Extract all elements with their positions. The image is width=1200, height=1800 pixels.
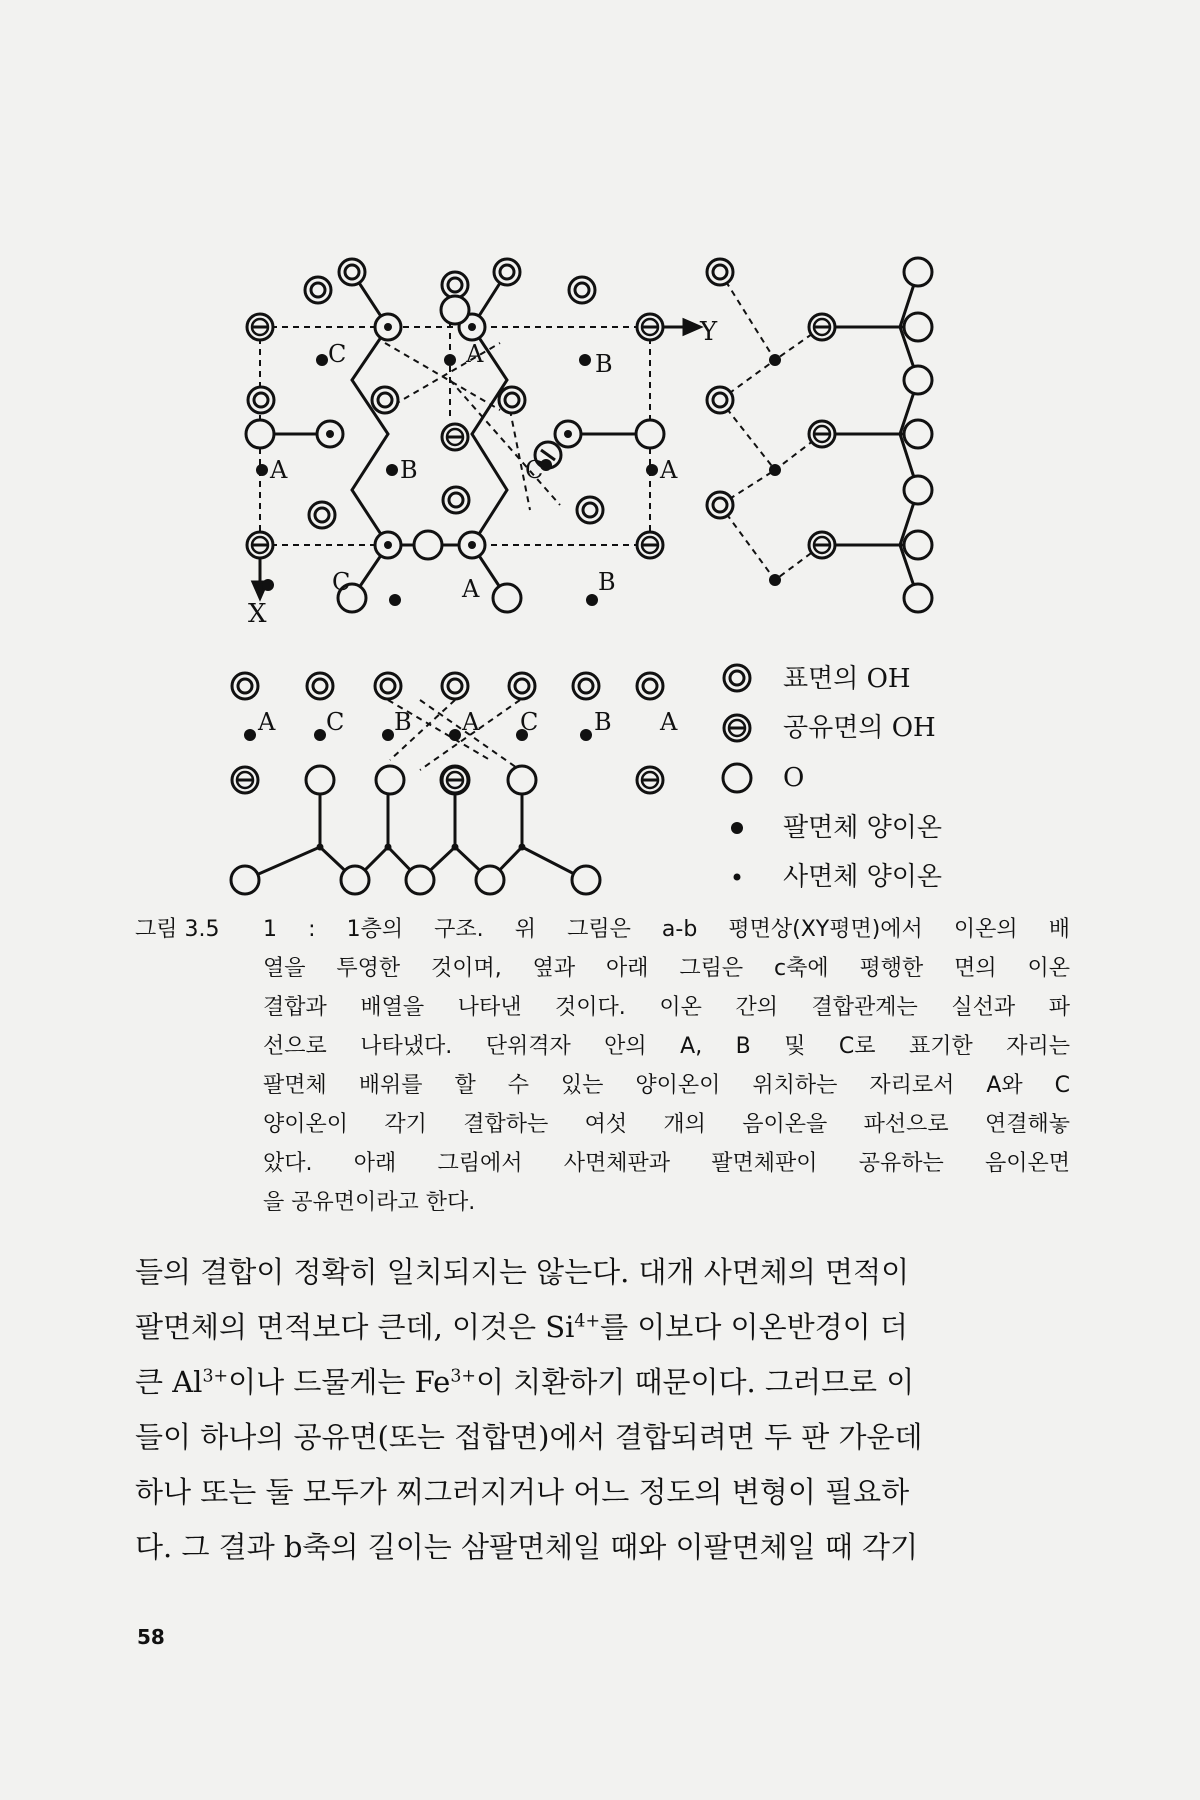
- double-circle-icon: [375, 673, 401, 699]
- open-circle-icon: [904, 420, 932, 448]
- site-label-B: B: [400, 456, 418, 484]
- open-circle-icon: [904, 531, 932, 559]
- body-paragraph: [135, 1245, 1070, 1575]
- site-label-A: A: [660, 708, 678, 736]
- page-number: 58: [137, 1625, 165, 1649]
- site-label-C: C: [328, 340, 347, 368]
- double-circle-icon: [232, 673, 258, 699]
- large-dot-icon: [580, 729, 592, 741]
- double-circle-icon: [509, 673, 535, 699]
- large-dot-icon: [646, 464, 658, 476]
- caption-line: 았다. 아래 그림에서 사면체판과 팔면체판이 공유하는 음이온면: [263, 1151, 1070, 1176]
- site-label-A: A: [466, 340, 484, 368]
- circle-dot-icon: [555, 421, 581, 447]
- double-circle-icon: [569, 277, 595, 303]
- large-dot-icon: [382, 729, 394, 741]
- large-dot-icon: [262, 579, 274, 591]
- site-label-C: C: [525, 456, 544, 484]
- site-label-C: C: [326, 708, 345, 736]
- open-circle-icon: [231, 866, 259, 894]
- caption-line: 선으로 나타냈다. 단위격자 안의 A, B 및 C로 표기한 자리는: [263, 1034, 1070, 1059]
- large-dot-icon: [386, 464, 398, 476]
- circle-minus-icon: [442, 424, 468, 450]
- large-dot-icon: [579, 354, 591, 366]
- small-dot-icon: [452, 844, 459, 851]
- superscript: 4+: [574, 1311, 601, 1332]
- large-dot-icon: [769, 354, 781, 366]
- caption-label: 그림 3.5: [135, 917, 220, 942]
- open-circle-icon: [904, 476, 932, 504]
- open-circle-icon: [414, 531, 442, 559]
- open-circle-icon: [572, 866, 600, 894]
- double-circle-icon: [339, 259, 365, 285]
- caption-line: 양이온이 각기 결합하는 여섯 개의 음이온을 파선으로 연결해놓: [263, 1112, 1070, 1137]
- open-circle-icon: [493, 584, 521, 612]
- site-label-B: B: [594, 708, 612, 736]
- large-dot-icon: [444, 354, 456, 366]
- site-label-A: A: [660, 456, 678, 484]
- caption-line: 열을 투영한 것이며, 옆과 아래 그림은 c축에 평행한 면의 이온: [263, 956, 1070, 981]
- caption-line: 1 : 1층의 구조. 위 그림은 a-b 평면상(XY평면)에서 이온의 배: [263, 917, 1070, 942]
- axis-arrow: [684, 320, 700, 334]
- double-circle-icon: [372, 387, 398, 413]
- caption-line: 결합과 배열을 나타낸 것이다. 이온 간의 결합관계는 실선과 파: [263, 995, 1070, 1020]
- open-circle-icon: [341, 866, 369, 894]
- circle-minus-icon: [809, 314, 835, 340]
- open-circle-icon: [508, 766, 536, 794]
- body-text-run: 팔면체의 면적보다 큰데, 이것은 Si: [135, 1310, 575, 1344]
- caption-line: 을 공유면이라고 한다.: [263, 1190, 476, 1215]
- circle-minus-icon: [809, 421, 835, 447]
- large-dot-icon: [769, 574, 781, 586]
- dashed-line: [720, 272, 822, 360]
- circle-minus-icon: [247, 314, 273, 340]
- caption-line: 팔면체 배위를 할 수 있는 양이온이 위치하는 자리로서 A와 C: [263, 1073, 1070, 1098]
- large-dot-icon: [316, 354, 328, 366]
- small-dot-icon: [317, 844, 324, 851]
- double-circle-icon: [307, 673, 333, 699]
- site-label-A: A: [270, 456, 288, 484]
- caption-body: [263, 910, 1070, 1222]
- double-circle-icon: [724, 665, 750, 691]
- site-label-C: C: [332, 568, 351, 596]
- open-circle-icon: [376, 766, 404, 794]
- double-circle-icon: [442, 673, 468, 699]
- small-dot-icon: [385, 844, 392, 851]
- double-circle-icon: [573, 673, 599, 699]
- circle-minus-icon: [232, 767, 258, 793]
- body-line: [135, 1300, 1070, 1355]
- body-text-run: 큰 Al: [135, 1365, 203, 1399]
- open-circle-icon: [904, 584, 932, 612]
- circle-minus-icon: [637, 767, 663, 793]
- small-dot-icon: [519, 844, 526, 851]
- site-label-A: A: [462, 708, 480, 736]
- open-circle-icon: [246, 420, 274, 448]
- site-label-B: B: [394, 708, 412, 736]
- large-dot-icon: [244, 729, 256, 741]
- body-line: 하나 또는 둘 모두가 찌그러지거나 어느 정도의 변형이 필요하: [135, 1475, 910, 1509]
- double-circle-icon: [499, 387, 525, 413]
- circle-minus-icon: [442, 767, 468, 793]
- double-circle-icon: [637, 673, 663, 699]
- dashed-line: [720, 400, 822, 470]
- site-label-C: C: [520, 708, 539, 736]
- legend-label-oxygen: O: [783, 763, 805, 793]
- double-circle-icon: [309, 502, 335, 528]
- body-line: [135, 1355, 1070, 1410]
- circle-dot-icon: [317, 421, 343, 447]
- body-line: 들이 하나의 공유면(또는 접합면)에서 결합되려면 두 판 가운데: [135, 1420, 923, 1454]
- site-label-A: A: [258, 708, 276, 736]
- double-circle-icon: [443, 487, 469, 513]
- site-label-B: B: [595, 350, 613, 378]
- large-dot-icon: [314, 729, 326, 741]
- double-circle-icon: [707, 387, 733, 413]
- circle-dot-icon: [375, 532, 401, 558]
- superscript: 3+: [202, 1366, 229, 1387]
- axis-y-label: Y: [700, 317, 718, 347]
- open-circle-icon: [904, 258, 932, 286]
- circle-minus-icon: [637, 314, 663, 340]
- site-label-A: A: [462, 575, 480, 603]
- open-circle-icon: [441, 296, 469, 324]
- open-circle-icon: [406, 866, 434, 894]
- circle-dot-icon: [375, 314, 401, 340]
- double-circle-icon: [707, 492, 733, 518]
- dashed-line: [720, 505, 822, 580]
- double-circle-icon: [305, 277, 331, 303]
- circle-minus-icon: [809, 532, 835, 558]
- body-text-run: 를 이보다 이온반경이 더: [600, 1310, 908, 1344]
- legend-label-tetrahedral-cation: 사면체 양이온: [783, 862, 942, 892]
- open-circle-icon: [904, 313, 932, 341]
- open-circle-icon: [723, 764, 751, 792]
- figure-caption: [135, 910, 1070, 1222]
- large-dot-icon: [769, 464, 781, 476]
- superscript: 3+: [450, 1366, 476, 1387]
- circle-minus-icon: [637, 532, 663, 558]
- body-text-run: 이 치환하기 때문이다. 그러므로 이: [475, 1365, 915, 1399]
- legend-label-surface-oh: 표면의 OH: [783, 664, 911, 694]
- double-circle-icon: [442, 272, 468, 298]
- open-circle-icon: [636, 420, 664, 448]
- circle-minus-icon: [724, 715, 750, 741]
- small-dot-icon: [734, 874, 741, 881]
- double-circle-icon: [577, 497, 603, 523]
- large-dot-icon: [731, 822, 743, 834]
- open-circle-icon: [904, 366, 932, 394]
- double-circle-icon: [707, 259, 733, 285]
- body-text-run: 이나 드물게는 Fe: [228, 1365, 451, 1399]
- legend-label-shared-oh: 공유면의 OH: [783, 713, 936, 743]
- large-dot-icon: [256, 464, 268, 476]
- site-label-B: B: [598, 568, 616, 596]
- large-dot-icon: [449, 729, 461, 741]
- double-circle-icon: [248, 387, 274, 413]
- large-dot-icon: [586, 594, 598, 606]
- circle-dot-icon: [459, 532, 485, 558]
- double-circle-icon: [494, 259, 520, 285]
- large-dot-icon: [389, 594, 401, 606]
- body-line: 들의 결합이 정확히 일치되지는 않는다. 대개 사면체의 면적이: [135, 1255, 910, 1289]
- circle-minus-icon: [247, 532, 273, 558]
- open-circle-icon: [476, 866, 504, 894]
- axis-x-label: X: [248, 599, 267, 629]
- legend-label-octahedral-cation: 팔면체 양이온: [783, 813, 942, 843]
- body-line: 다. 그 결과 b축의 길이는 삼팔면체일 때와 이팔면체일 때 각기: [135, 1530, 919, 1564]
- open-circle-icon: [306, 766, 334, 794]
